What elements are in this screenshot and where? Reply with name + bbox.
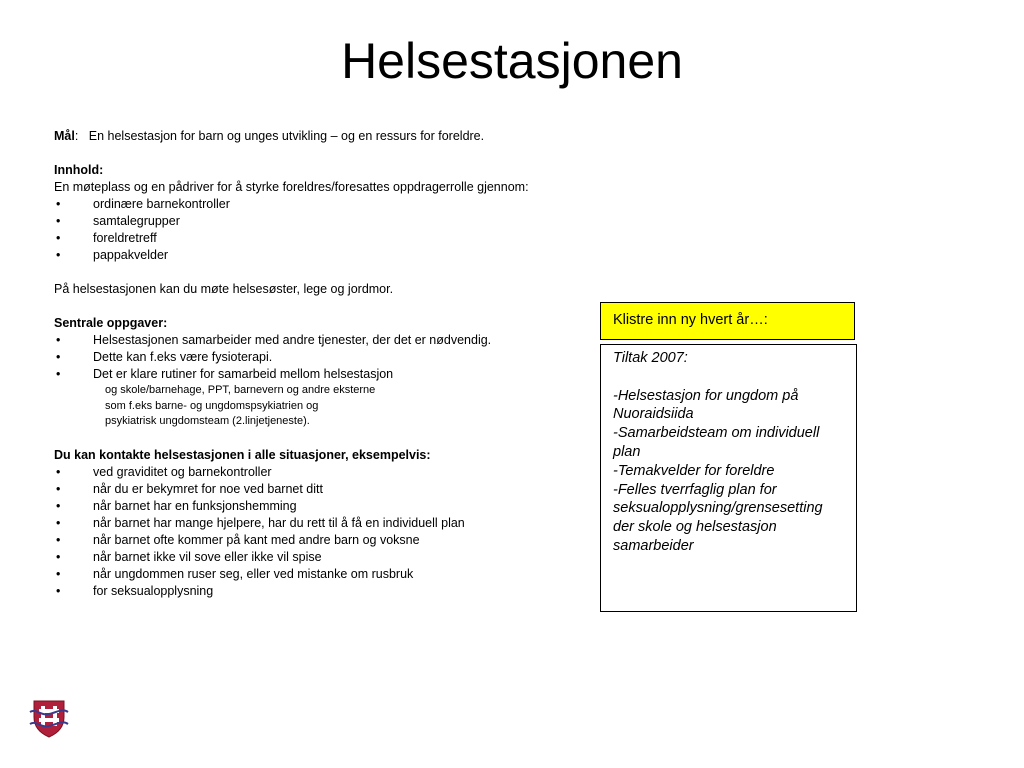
coat-of-arms-icon: [28, 698, 70, 738]
tiltak-line: der skole og helsestasjon: [613, 519, 777, 536]
tiltak-line: seksualopplysning/grensesetting: [613, 500, 823, 517]
bullet-icon: •: [56, 549, 61, 564]
innhold-intro: En møteplass og en pådriver for å styrke foreldres/foresattes oppdragerrolle gjennom:: [54, 180, 529, 194]
bullet-icon: •: [56, 197, 61, 211]
tiltak-box: [600, 344, 857, 612]
bullet-icon: •: [56, 333, 61, 347]
list-item: • samtalegrupper: [56, 214, 180, 228]
tiltak-line: -Helsestasjon for ungdom på: [613, 387, 799, 404]
meet-text: På helsestasjonen kan du møte helsesøster, lege og jordmor.: [54, 282, 394, 296]
list-item: • når barnet har en funksjonshemming: [56, 498, 297, 513]
list-item: • når barnet ikke vil sove eller ikke vil spise: [56, 549, 322, 564]
bullet-icon: •: [56, 498, 61, 513]
bullet-icon: •: [56, 367, 61, 381]
sub-line: som f.eks barne- og ungdomspsykiatrien og: [105, 399, 319, 412]
goal-text: En helsestasjon for barn og unges utvikling – og en ressurs for foreldre.: [88, 129, 485, 143]
tiltak-line: -Felles tverrfaglig plan for: [613, 481, 777, 498]
list-item: • foreldretreff: [56, 231, 157, 245]
tiltak-line: plan: [613, 443, 641, 460]
sub-line: psykiatrisk ungdomsteam (2.linjetjeneste).: [105, 415, 310, 427]
bullet-icon: •: [56, 350, 61, 364]
sentrale-heading: Sentrale oppgaver:: [54, 316, 168, 330]
innhold-heading: Innhold:: [54, 163, 104, 177]
tiltak-line: -Temakvelder for foreldre: [613, 462, 775, 479]
sub-line: og skole/barnehage, PPT, barnevern og andre eksterne: [105, 384, 376, 396]
yellow-note-box: Klistre inn ny hvert år…:: [600, 302, 855, 340]
list-item: • ordinære barnekontroller: [56, 197, 230, 211]
tiltak-heading: Tiltak 2007:: [613, 350, 688, 366]
bullet-icon: •: [56, 532, 61, 547]
list-item: • ved graviditet og barnekontroller: [56, 464, 272, 479]
kontakt-heading: Du kan kontakte helsestasjonen i alle situasjoner, eksempelvis:: [54, 447, 431, 462]
goal-label: Mål: [54, 129, 75, 143]
bullet-icon: •: [56, 464, 61, 479]
bullet-icon: •: [56, 231, 61, 245]
bullet-icon: •: [56, 566, 61, 581]
bullet-icon: •: [56, 583, 61, 598]
list-item: • når ungdommen ruser seg, eller ved mistanke om rusbruk: [56, 566, 414, 581]
list-item: • når barnet har mange hjelpere, har du rett til å få en individuell plan: [56, 515, 465, 530]
list-item: • Det er klare rutiner for samarbeid mellom helsestasjon: [56, 367, 394, 381]
list-item: • for seksualopplysning: [56, 583, 214, 598]
tiltak-line: -Samarbeidsteam om individuell: [613, 425, 820, 442]
goal-line: [54, 128, 614, 145]
list-item: • når du er bekymret for noe ved barnet ditt: [56, 481, 323, 496]
list-item: • Dette kan f.eks være fysioterapi.: [56, 350, 273, 364]
goal-colon: :: [74, 129, 79, 143]
bullet-icon: •: [56, 481, 61, 496]
list-item: • pappakvelder: [56, 248, 169, 262]
page-title: Helsestasjonen: [341, 33, 683, 89]
list-item: • når barnet ofte kommer på kant med andre barn og voksne: [56, 532, 420, 547]
tiltak-line: Nuoraidsiida: [613, 406, 694, 423]
bullet-icon: •: [56, 248, 61, 262]
tiltak-line: samarbeider: [613, 537, 694, 554]
list-item: • Helsestasjonen samarbeider med andre tjenester, der det er nødvendig.: [56, 333, 492, 347]
bullet-icon: •: [56, 515, 61, 530]
main-text: [54, 128, 614, 600]
bullet-icon: •: [56, 214, 61, 228]
